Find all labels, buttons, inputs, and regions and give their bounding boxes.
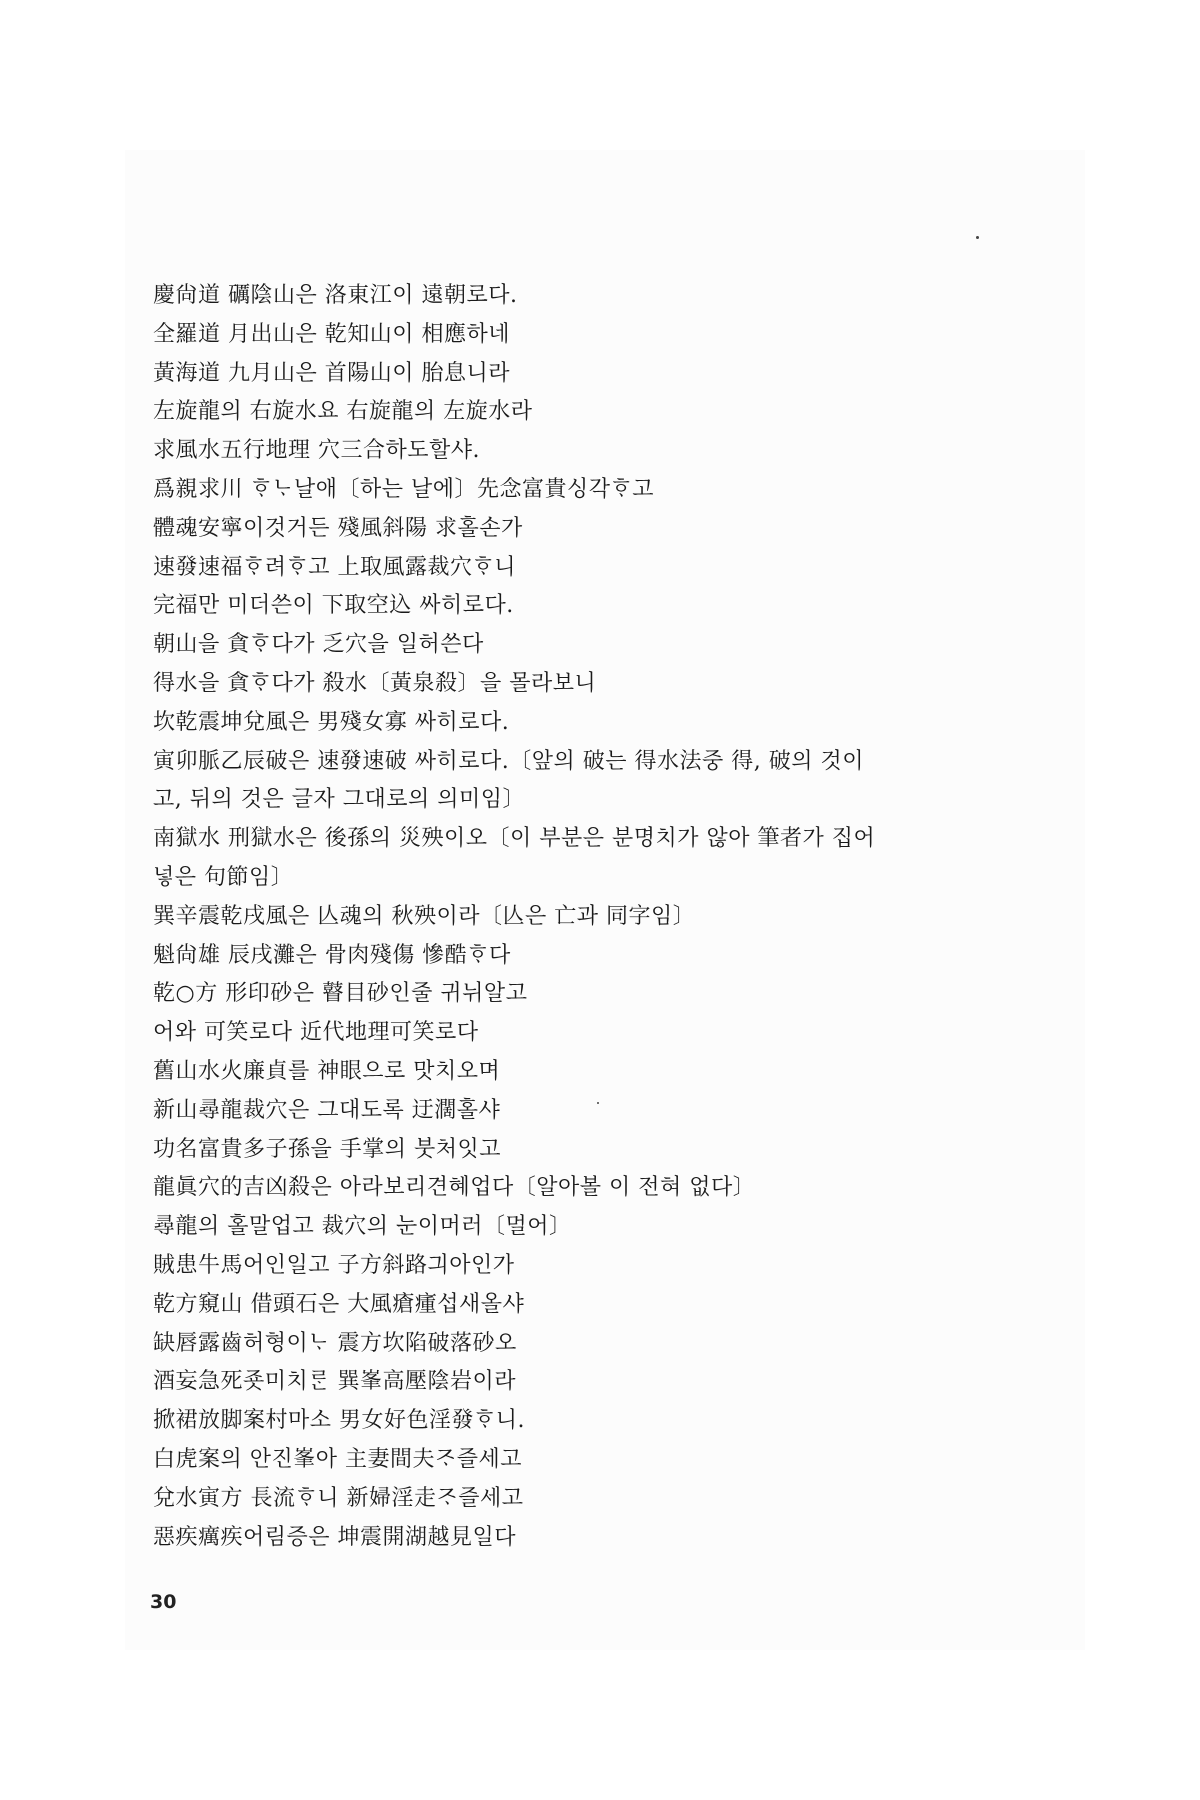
text-line: 坎乾震坤兌風은 男殘女寡 싸히로다.	[153, 709, 510, 735]
text-line: 白虎案의 안진峯아 主妻間夫ᄌᆞ즐세고	[153, 1446, 523, 1472]
text-line: 求風水五行地理 穴三合하도할샤.	[153, 438, 480, 464]
body-text	[153, 277, 973, 1557]
text-line: 魁尙雄 辰戌灘은 骨肉殘傷 慘酷ᄒᆞ다	[153, 942, 511, 968]
text-line: 朝山을 貪ᄒᆞ다가 乏穴을 일허쓴다	[153, 632, 484, 658]
text-line: 舊山水火廉貞를 神眼으로 맛치오며	[153, 1058, 501, 1084]
text-line: 全羅道 月出山은 乾知山이 相應하네	[153, 321, 510, 347]
text-line: 巽辛震乾戌風은 亾魂의 秋殃이라〔亾은 亡과 同字임〕	[153, 903, 696, 929]
text-line: 고, 뒤의 것은 글자 그대로의 의미임〕	[153, 787, 525, 813]
text-line: 爲親求川 ᄒᆞᄂᆞ날애〔하는 날에〕先念富貴싱각ᄒᆞ고	[153, 476, 655, 502]
text-line: 南獄水 刑獄水은 後孫의 災殃이오〔이 부분은 분명치가 않아 筆者가 집어	[153, 826, 876, 852]
scan-speck	[976, 236, 979, 239]
text-line: 體魂安寧이것거든 殘風斜陽 求홀손가	[153, 515, 523, 541]
text-line: 左旋龍의 右旋水요 右旋龍의 左旋水라	[153, 399, 533, 425]
text-line: 賊患牛馬어인일고 子方斜路긔아인가	[153, 1252, 515, 1278]
text-line: 넣은 句節임〕	[153, 864, 294, 890]
text-line: 功名富貴多子孫을 手掌의 붓처잇고	[153, 1136, 501, 1162]
text-line: 乾○方 形印砂은 瞽目砂인줄 귀뉘알고	[153, 981, 528, 1007]
text-line: 尋龍의 홀말업고 裁穴의 눈이머러〔멀어〕	[153, 1214, 572, 1240]
page-number: 30	[150, 1591, 177, 1613]
text-line: 新山尋龍裁穴은 그대도록 迂濶홀샤	[153, 1097, 501, 1123]
text-line: 龍眞穴的吉凶殺은 아라보리견혜업다〔알아볼 이 전혀 없다〕	[153, 1175, 756, 1201]
text-line: 得水을 貪ᄒᆞ다가 殺水〔黃泉殺〕을 몰라보니	[153, 670, 597, 696]
text-line: 酒妄急死죳미치ᄅᆞᆫ 巽峯高壓陰岩이라	[153, 1369, 517, 1395]
text-line: 速發速福ᄒᆞ려ᄒᆞ고 上取風露裁穴ᄒᆞ니	[153, 554, 517, 580]
text-line: 缺唇露齒허형이ᄂᆞ 震方坎陷破落砂오	[153, 1330, 517, 1356]
text-line: 惡疾癘疾어림증은 坤震開湖越見일다	[153, 1524, 517, 1550]
text-line: 어와 可笑로다 近代地理可笑로다	[153, 1020, 479, 1046]
text-line: 完福만 미더쓴이 下取空込 싸히로다.	[153, 593, 514, 619]
text-line: 慶尙道 礪陰山은 洛東江이 遠朝로다.	[153, 283, 518, 308]
text-line: 寅卯脈乙辰破은 速發速破 싸히로다.〔앞의 破는 得水法중 得, 破의 것이	[153, 748, 864, 774]
text-line: 掀裙放脚案村마소 男女好色淫發ᄒᆞ니.	[153, 1408, 525, 1434]
text-line: 乾方窺山 借頭石은 大風瘡瘇섭새올샤	[153, 1291, 525, 1317]
text-line: 兌水寅方 長流ᄒᆞ니 新婦淫走ᄌᆞ즐세고	[153, 1485, 524, 1511]
text-line: 黃海道 九月山은 首陽山이 胎息니라	[153, 360, 510, 386]
